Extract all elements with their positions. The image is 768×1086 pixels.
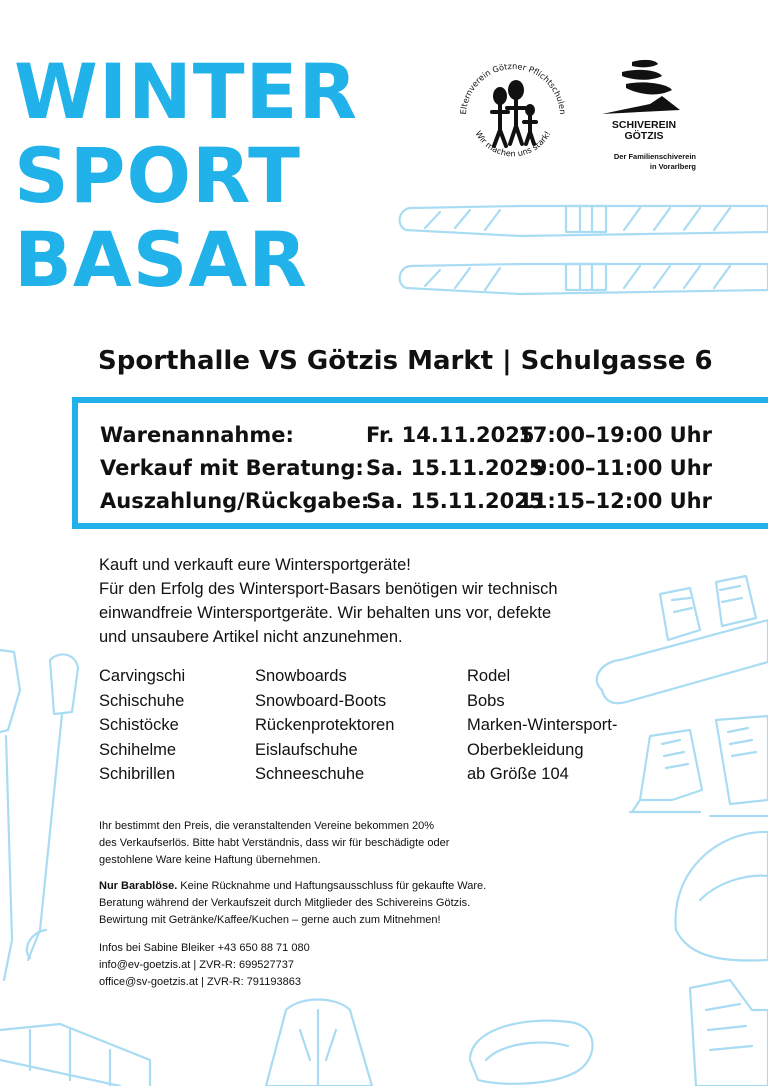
payment-line [99, 878, 599, 895]
list-item: Schihelme [99, 740, 177, 759]
schedule-box [72, 397, 768, 529]
schiverein-name-line2: GÖTZIS [624, 130, 664, 142]
intro-line: und unsaubere Artikel nicht anzunehmen. [99, 628, 403, 646]
items-column-1 [99, 664, 185, 787]
contact-info [99, 940, 599, 991]
family-figures-icon [492, 80, 536, 146]
schedule-date: Fr. 14.11.2025 [366, 423, 535, 447]
schiverein-tagline-line1: Der Familienschiverein [613, 152, 696, 161]
list-item: Schibrillen [99, 765, 176, 784]
schedule-time: 9:00–11:00 Uhr [532, 456, 712, 480]
title-line-basar: BASAR [14, 215, 308, 304]
terms-line: gestohlene Ware keine Haftung übernehmen. [99, 854, 321, 866]
logo-text-top: Elternverein Götzner Pflichtschulen [457, 60, 569, 115]
schiverein-logo [592, 58, 696, 176]
schedule-label: Verkauf mit Beratung: [100, 456, 364, 480]
ski-pole-icon [0, 650, 78, 980]
intro-line: Für den Erfolg des Wintersport-Basars benötigen wir technisch [99, 580, 558, 598]
logo-text-bottom: Wir machen uns stark! [473, 128, 553, 159]
skier-swoosh-icon [592, 58, 696, 118]
schiverein-tagline [592, 152, 696, 172]
terms-line: des Verkaufserlös. Bitte habt Verständnis, dass wir für beschädigte oder [99, 837, 450, 849]
list-item: Snowboard-Boots [255, 691, 387, 710]
items-column-2 [255, 664, 394, 787]
schedule-label: Auszahlung/Rückgabe: [100, 489, 370, 513]
list-item: ab Größe 104 [467, 765, 569, 784]
list-item: Rodel [467, 667, 511, 685]
intro-text [99, 553, 659, 649]
ice-skate-icon [710, 716, 768, 816]
ski-icon [400, 206, 768, 236]
list-item: Eislaufschuhe [255, 740, 358, 759]
payment-text [99, 878, 599, 929]
event-title [14, 47, 358, 304]
items-column-3 [467, 664, 617, 787]
schedule-label: Warenannahme: [100, 423, 294, 447]
list-item: Schneeschuhe [255, 765, 365, 784]
terms-line: Ihr bestimmt den Preis, die veranstaltenden Vereine bekommen 20% [99, 820, 435, 832]
contact-line: Infos bei Sabine Bleiker +43 650 88 71 080 [99, 942, 310, 954]
ski-icon [400, 264, 768, 294]
schedule-date: Sa. 15.11.2025 [366, 489, 544, 513]
list-item: Marken-Wintersport- [467, 716, 618, 735]
list-item: Snowboards [255, 667, 347, 685]
ice-skate-icon [630, 730, 702, 812]
schedule-date: Sa. 15.11.2025 [366, 456, 544, 480]
sled-icon [0, 1024, 150, 1086]
terms-text [99, 818, 599, 869]
title-line-winter: WINTER [14, 47, 358, 136]
schiverein-name [598, 120, 690, 142]
helmet-icon [676, 832, 768, 961]
elternverein-logo [452, 52, 574, 174]
intro-line: Kauft und verkauft eure Wintersportgeräte! [99, 556, 411, 574]
schiverein-name-line1: SCHIVEREIN [611, 119, 677, 131]
list-item: Oberbekleidung [467, 740, 584, 759]
list-item: Bobs [467, 691, 505, 710]
list-item: Schistöcke [99, 716, 179, 735]
title-line-sport: SPORT [14, 131, 301, 220]
venue-address: Sporthalle VS Götzis Markt | Schulgasse 6 [98, 346, 713, 376]
schiverein-tagline-line2: in Vorarlberg [649, 162, 696, 171]
schedule-time: 17:00–19:00 Uhr [518, 423, 712, 447]
payment-line: Beratung während der Verkaufszeit durch Mitglieder des Schivereins Götzis. [99, 897, 471, 909]
intro-line: einwandfreie Wintersportgeräte. Wir behalten uns vor, defekte [99, 604, 552, 622]
payment-rest: Keine Rücknahme und Haftungsausschluss für gekaufte Ware. [177, 880, 487, 892]
list-item: Carvingschi [99, 667, 186, 685]
list-item: Schischuhe [99, 691, 185, 710]
schedule-time: 11:15–12:00 Uhr [518, 489, 712, 513]
jacket-icon [266, 1000, 372, 1086]
list-item: Rückenprotektoren [255, 716, 395, 735]
payment-line: Bewirtung mit Getränke/Kaffee/Kuchen – gerne auch zum Mitnehmen! [99, 914, 441, 926]
payment-bold: Nur Barablöse. [99, 880, 178, 892]
goggles-icon [470, 1021, 593, 1084]
contact-email-ev[interactable]: info@ev-goetzis.at | ZVR-R: 699527737 [99, 959, 295, 971]
contact-email-sv[interactable]: office@sv-goetzis.at | ZVR-R: 791193863 [99, 976, 301, 988]
ski-boot-icon [690, 980, 768, 1086]
